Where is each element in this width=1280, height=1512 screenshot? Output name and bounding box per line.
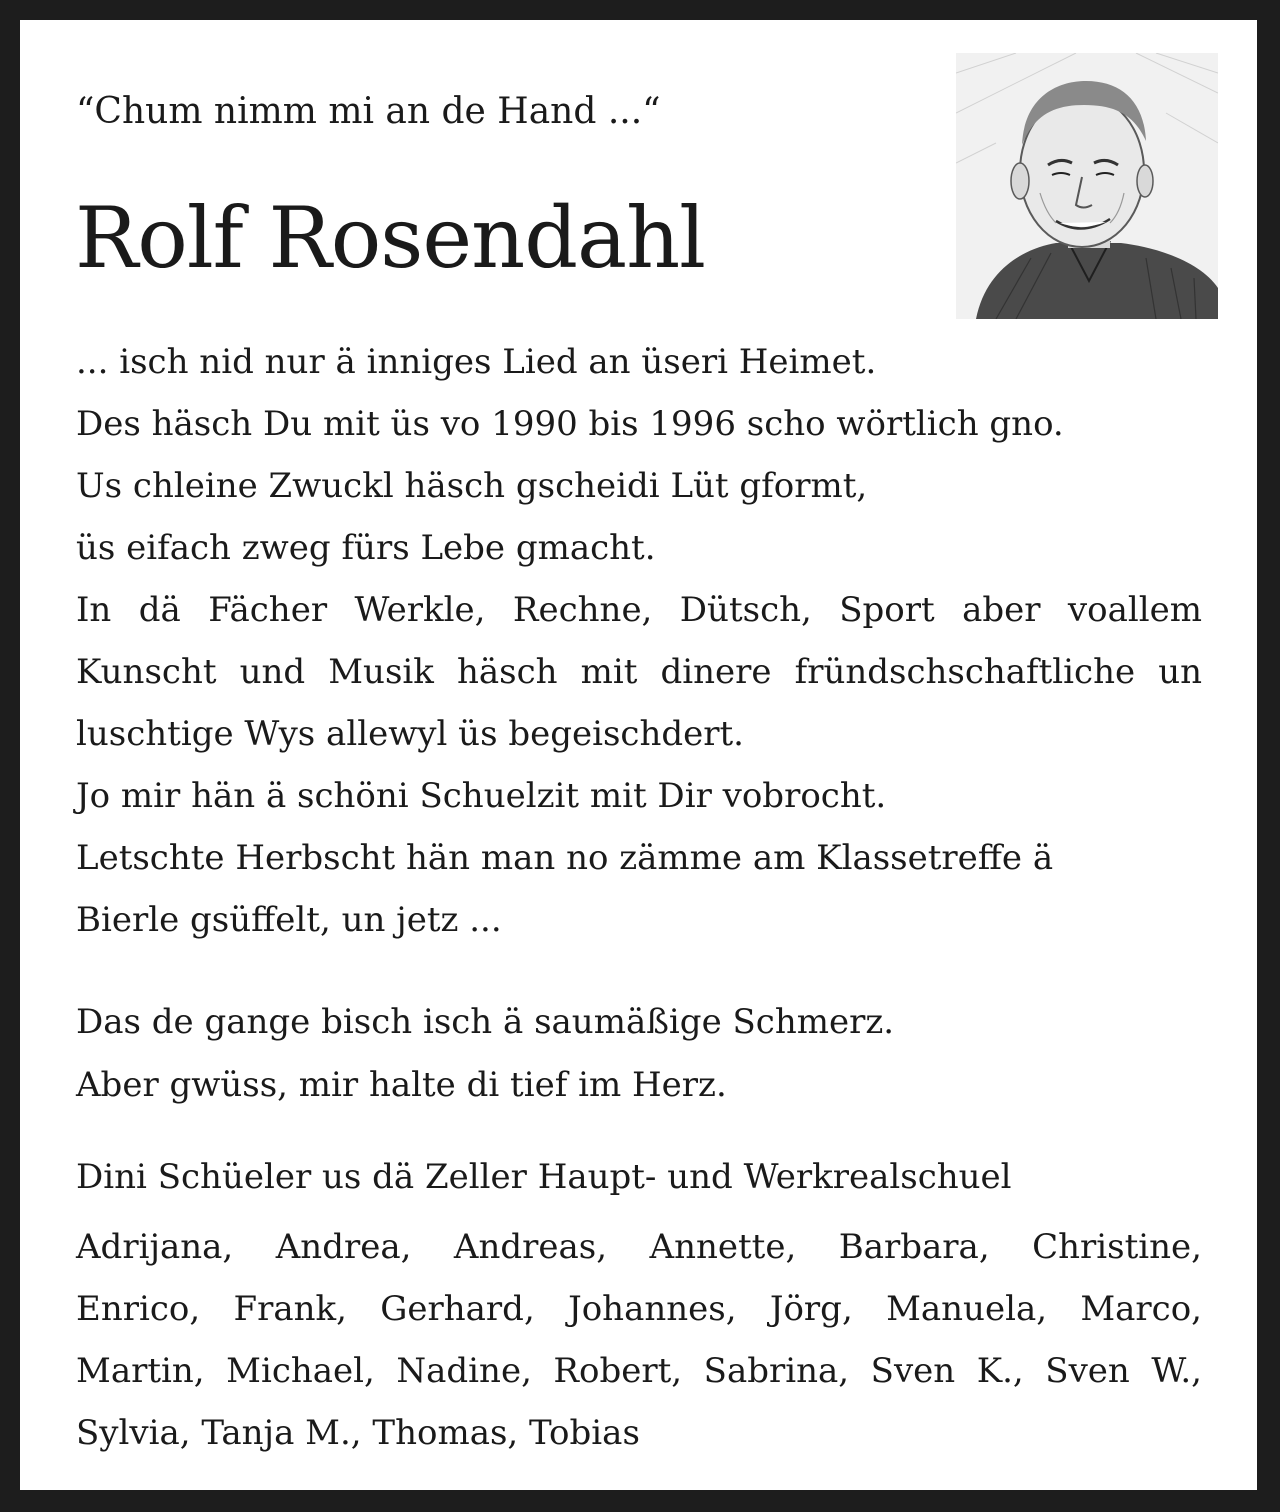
poem-line: luschtige Wys allewyl üs begeischdert. [76, 714, 744, 754]
names-line: Martin, Michael, Nadine, Robert, Sabrina, Sven K., Sven W., [76, 1351, 1202, 1391]
names-line: Enrico, Frank, Gerhard, Johannes, Jörg, Manuela, Marco, [76, 1289, 1202, 1329]
poem-text [76, 331, 1202, 951]
deceased-name: Rolf Rosendahl [75, 189, 706, 287]
poem-line: Jo mir hän ä schöni Schuelzit mit Dir vobrocht. [76, 776, 887, 816]
pencil-sketch-portrait-icon [956, 53, 1218, 319]
obituary-notice [20, 20, 1257, 1490]
poem-line: Kunscht und Musik häsch mit dinere fründschschaftliche un [76, 652, 1202, 692]
portrait-image [956, 53, 1218, 319]
names-list [76, 1216, 1202, 1464]
poem-line: Us chleine Zwuckl häsch gscheidi Lüt gformt, [76, 466, 868, 506]
poem-line: Bierle gsüffelt, un jetz ... [76, 900, 502, 940]
motto-quote: “Chum nimm mi an de Hand ...“ [76, 91, 661, 132]
poem-line: In dä Fächer Werkle, Rechne, Dütsch, Sport aber voallem [76, 590, 1202, 630]
poem-line: Des häsch Du mit üs vo 1990 bis 1996 scho wörtlich gno. [76, 404, 1064, 444]
closing-line: Aber gwüss, mir halte di tief im Herz. [76, 1065, 727, 1105]
names-line: Sylvia, Tanja M., Thomas, Tobias [76, 1413, 640, 1453]
closing-verse [76, 991, 1202, 1117]
poem-line: üs eifach zweg fürs Lebe gmacht. [76, 528, 656, 568]
poem-line: Letschte Herbscht hän man no zämme am Klassetreffe ä [76, 838, 1054, 878]
poem-line: ... isch nid nur ä inniges Lied an üseri Heimet. [76, 342, 877, 382]
closing-line: Das de gange bisch isch ä saumäßige Schmerz. [76, 1002, 895, 1042]
signature-text: Dini Schüeler us dä Zeller Haupt- und Werkrealschuel [76, 1157, 1012, 1197]
signature-line [76, 1146, 1202, 1208]
names-line: Adrijana, Andrea, Andreas, Annette, Barbara, Christine, [76, 1227, 1202, 1267]
